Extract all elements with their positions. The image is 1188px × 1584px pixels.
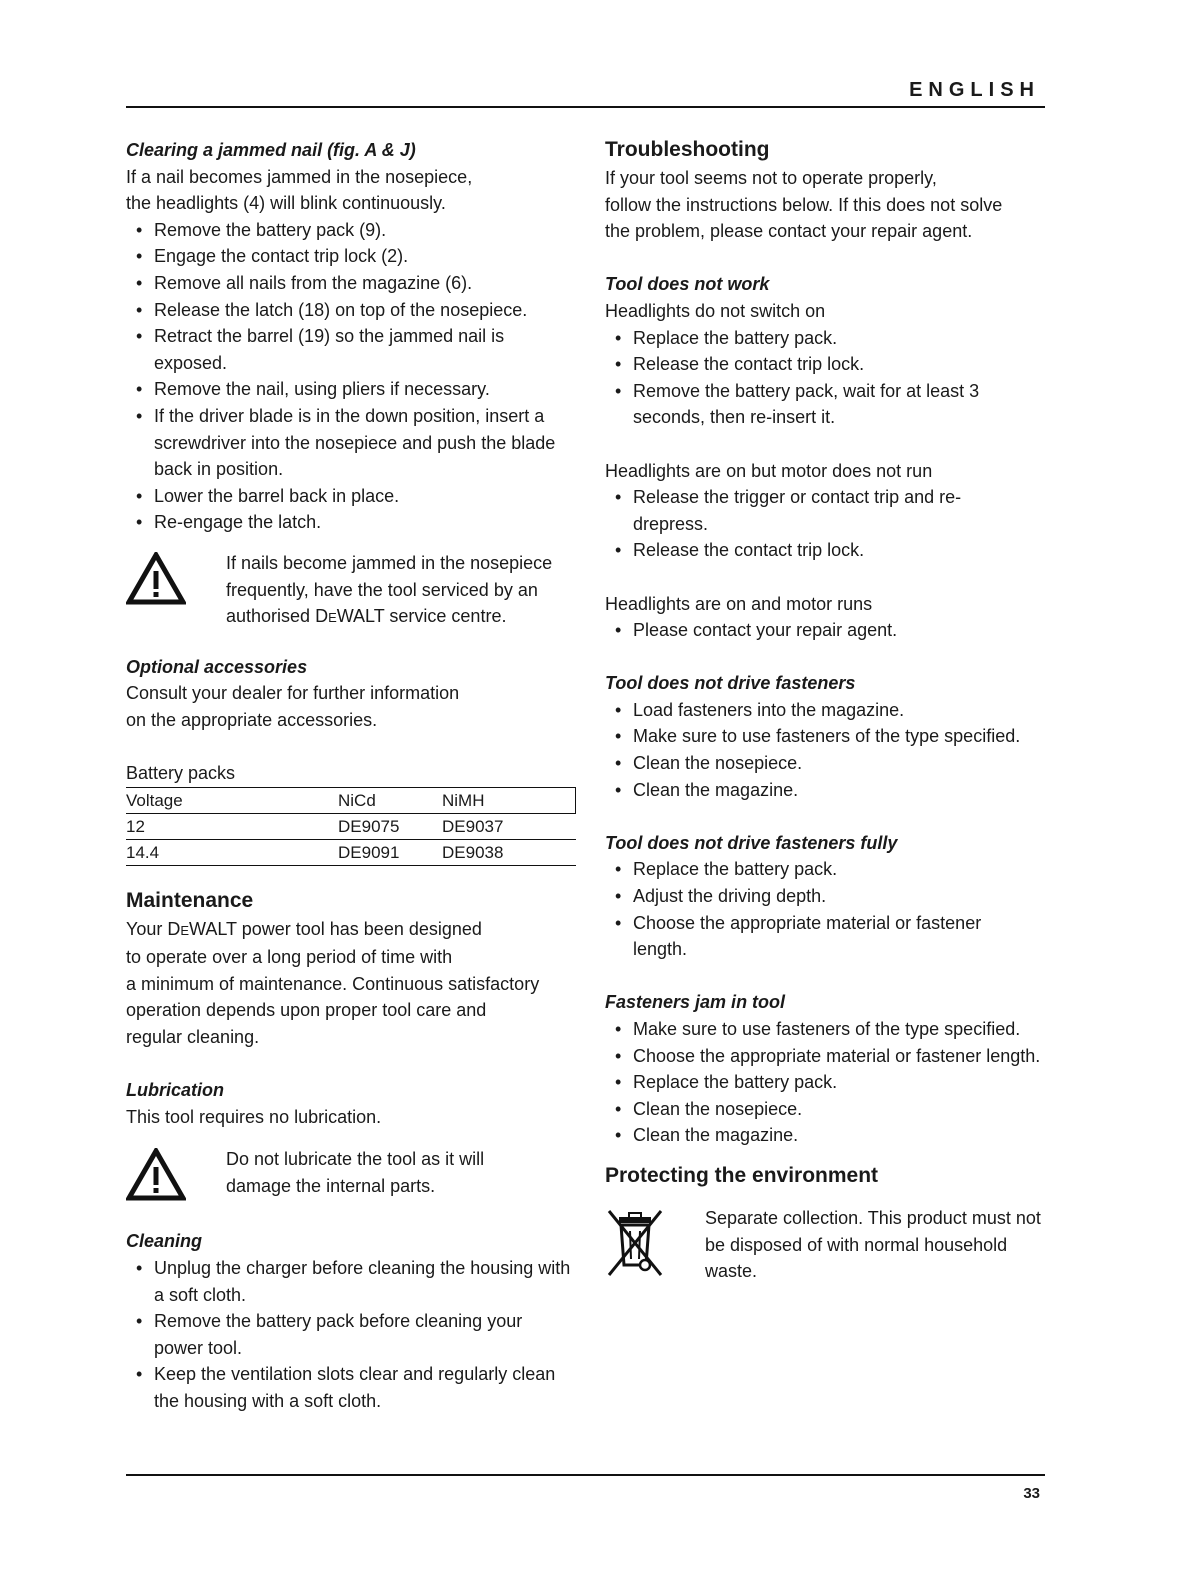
list-item: • Lower the barrel back in place. xyxy=(126,483,566,510)
list-item: • Release the latch (18) on top of the nosepiece. xyxy=(126,297,566,324)
list-item: • Please contact your repair agent. xyxy=(605,617,1065,644)
column-header: Voltage xyxy=(126,790,183,810)
list-item: • Keep the ventilation slots clear and regularly clean the housing with a soft cloth. xyxy=(126,1361,574,1414)
lubrication-warning-text: Do not lubricate the tool as it will damage the internal parts. xyxy=(226,1149,485,1196)
maintenance-line-5: regular cleaning. xyxy=(126,1027,260,1048)
right-column xyxy=(605,137,1065,1285)
not-work-subheading-1: Headlights do not switch on xyxy=(605,300,826,321)
maintenance-line-1: Your DEWALT power tool has been designed xyxy=(126,918,482,939)
table-cell: DE9037 xyxy=(442,816,504,836)
environment-heading: Protecting the environment xyxy=(605,1163,879,1187)
table-cell: 14.4 xyxy=(126,842,160,862)
list-item: • Choose the appropriate material or fastener length. xyxy=(605,1043,1043,1070)
list-item: • Release the trigger or contact trip and re-drepress. xyxy=(605,484,985,537)
not-drive-fully-heading: Tool does not drive fasteners fully xyxy=(605,832,898,853)
list-item: • Choose the appropriate material or fastener length. xyxy=(605,910,1015,963)
list-item: • Release the contact trip lock. xyxy=(605,351,1005,378)
not-work-steps-1 xyxy=(605,325,1005,431)
table-cell: 12 xyxy=(126,816,145,836)
lubrication-warning xyxy=(126,1146,596,1210)
language-label: ENGLISH xyxy=(909,79,1040,101)
table-header-row xyxy=(126,787,576,813)
troubleshooting-line-2: follow the instructions below. If this does not solve xyxy=(605,194,1003,215)
warning-triangle-icon xyxy=(126,1148,186,1202)
table-row xyxy=(126,813,576,839)
environment-text: Separate collection. This product must not be disposed of with normal household waste. xyxy=(705,1207,1041,1282)
maintenance-line-3: a minimum of maintenance. Continuous satisfactory xyxy=(126,973,540,994)
jam-heading: Clearing a jammed nail (fig. A & J) xyxy=(126,140,416,160)
list-item: • Engage the contact trip lock (2). xyxy=(126,243,566,270)
not-work-steps-3 xyxy=(605,617,1065,644)
column-header: NiMH xyxy=(442,787,576,813)
lubrication-text: This tool requires no lubrication. xyxy=(126,1106,382,1127)
jam-warning xyxy=(126,550,596,632)
list-item: • Clean the magazine. xyxy=(605,1122,1055,1149)
troubleshooting-heading: Troubleshooting xyxy=(605,138,770,161)
lubrication-heading: Lubrication xyxy=(126,1080,224,1101)
maintenance-line-2: to operate over a long period of time with xyxy=(126,947,453,968)
page-number: 33 xyxy=(1023,1485,1040,1502)
not-drive-heading: Tool does not drive fasteners xyxy=(605,673,856,694)
table-row xyxy=(126,839,576,865)
list-item: • Unplug the charger before cleaning the housing with a soft cloth. xyxy=(126,1255,576,1308)
battery-table xyxy=(126,787,576,866)
not-drive-fully-steps xyxy=(605,856,1015,962)
accessories-heading: Optional accessories xyxy=(126,656,308,677)
maintenance-line-4: operation depends upon proper tool care and xyxy=(126,1000,487,1021)
list-item: • Clean the magazine. xyxy=(605,777,1055,804)
accessories-line-2: on the appropriate accessories. xyxy=(126,709,378,730)
list-item: • Retract the barrel (19) so the jammed nail is exposed. xyxy=(126,323,514,376)
brand-name: DEWALT xyxy=(315,606,385,627)
list-item: • Release the contact trip lock. xyxy=(605,537,985,564)
list-item: • Replace the battery pack. xyxy=(605,856,1015,883)
list-item: • Clean the nosepiece. xyxy=(605,750,1055,777)
troubleshooting-line-3: the problem, please contact your repair agent. xyxy=(605,221,973,242)
cleaning-steps-list xyxy=(126,1255,576,1415)
jam-intro-line-1: If a nail becomes jammed in the nosepiece, xyxy=(126,166,473,187)
not-work-steps-2 xyxy=(605,484,985,564)
table-cell: DE9075 xyxy=(338,816,400,836)
list-item: • Remove the battery pack (9). xyxy=(126,217,566,244)
not-drive-steps xyxy=(605,697,1055,803)
jam-intro-line-2: the headlights (4) will blink continuously. xyxy=(126,193,446,214)
battery-table-title: Battery packs xyxy=(126,763,236,784)
list-item: • Remove the battery pack before cleaning your power tool. xyxy=(126,1308,574,1361)
jam-steps-list xyxy=(126,217,566,536)
environment-notice xyxy=(605,1205,1065,1285)
list-item: • Adjust the driving depth. xyxy=(605,883,1015,910)
footer-rule xyxy=(126,1474,1045,1476)
list-item: • Make sure to use fasteners of the type specified. xyxy=(605,1016,1055,1043)
list-item: • Make sure to use fasteners of the type specified. xyxy=(605,723,1055,750)
not-work-subheading-2: Headlights are on but motor does not run xyxy=(605,460,933,481)
list-item: • Remove all nails from the magazine (6). xyxy=(126,270,566,297)
not-work-subheading-3: Headlights are on and motor runs xyxy=(605,593,873,614)
crossed-out-bin-icon xyxy=(605,1207,665,1281)
list-item: • Remove the nail, using pliers if necessary. xyxy=(126,376,566,403)
header-rule xyxy=(126,106,1045,108)
column-header: NiCd xyxy=(338,790,376,810)
list-item: • Replace the battery pack. xyxy=(605,325,1005,352)
list-item: • Clean the nosepiece. xyxy=(605,1096,1055,1123)
warning-triangle-icon xyxy=(126,552,186,606)
jam-warning-text: If nails become jammed in the nosepiece frequently, have the tool serviced by an authorised DEWALT service centre. xyxy=(226,552,553,627)
not-work-heading: Tool does not work xyxy=(605,274,770,295)
left-column xyxy=(126,137,596,1415)
list-item: • Load fasteners into the magazine. xyxy=(605,697,1055,724)
list-item: • Remove the battery pack, wait for at least 3 seconds, then re-insert it. xyxy=(605,378,1005,431)
jam-in-tool-heading: Fasteners jam in tool xyxy=(605,992,786,1013)
cleaning-heading: Cleaning xyxy=(126,1231,203,1252)
table-cell: DE9038 xyxy=(442,842,504,862)
maintenance-heading: Maintenance xyxy=(126,888,254,912)
accessories-line-1: Consult your dealer for further information xyxy=(126,683,460,704)
table-cell: DE9091 xyxy=(338,842,400,862)
jam-in-tool-steps xyxy=(605,1016,1055,1149)
brand-name: DEWALT xyxy=(167,918,237,939)
list-item: • If the driver blade is in the down position, insert a screwdriver into the nosepiece and push the blade back in position. xyxy=(126,403,566,483)
list-item: • Replace the battery pack. xyxy=(605,1069,1055,1096)
list-item: • Re-engage the latch. xyxy=(126,509,566,536)
troubleshooting-line-1: If your tool seems not to operate properly, xyxy=(605,168,937,188)
